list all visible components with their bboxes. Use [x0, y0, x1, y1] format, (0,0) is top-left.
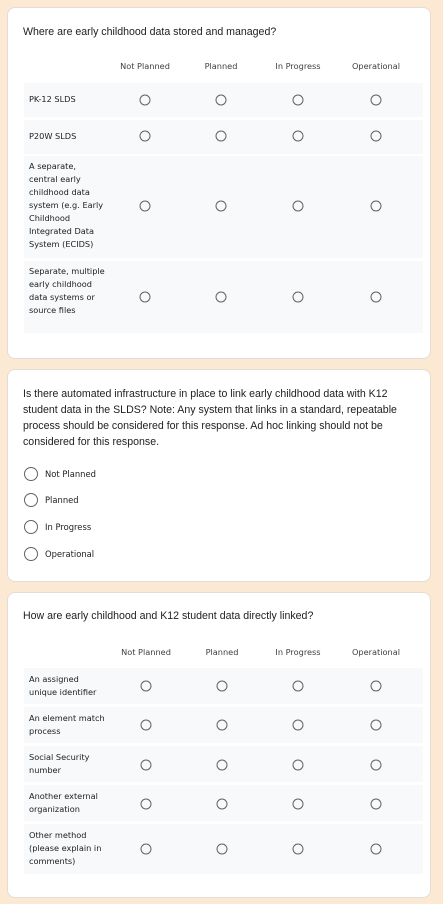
question-card-storage	[7, 7, 431, 359]
column-header: Not Planned	[120, 61, 170, 71]
radio-button[interactable]	[293, 844, 304, 855]
radio-button[interactable]	[24, 547, 38, 561]
question-card-infrastructure	[7, 369, 431, 582]
row-label: Another external organization	[29, 791, 98, 814]
column-header: Operational	[351, 647, 401, 657]
radio-button[interactable]	[141, 760, 152, 771]
option-planned[interactable]	[24, 492, 79, 508]
radio-button[interactable]	[141, 681, 152, 692]
radio-button[interactable]	[293, 760, 304, 771]
radio-button[interactable]	[217, 760, 228, 771]
option-label: In Progress	[45, 522, 92, 532]
row-label: An assigned unique identifier	[29, 674, 97, 697]
radio-button[interactable]	[293, 292, 304, 303]
radio-button[interactable]	[371, 201, 382, 212]
radio-button[interactable]	[216, 292, 227, 303]
row-label: Separate, multiple early childhood data systems or source files	[29, 266, 105, 315]
radio-button[interactable]	[371, 720, 382, 731]
option-not-planned[interactable]	[24, 466, 96, 482]
column-header: Planned	[204, 61, 238, 71]
radio-button[interactable]	[371, 844, 382, 855]
question-title: Where are early childhood data stored and managed?	[23, 26, 277, 38]
row-label: An element match process	[29, 713, 105, 736]
column-header: Planned	[205, 647, 239, 657]
radio-button[interactable]	[217, 799, 228, 810]
radio-button[interactable]	[371, 95, 382, 106]
radio-button[interactable]	[293, 681, 304, 692]
radio-button[interactable]	[217, 681, 228, 692]
radio-button[interactable]	[216, 131, 227, 142]
row-label: P20W SLDS	[29, 131, 77, 141]
question-title: Is there automated infrastructure in place to link early childhood data with K12 student data in the SLDS? Note: Any system that links in a standard, repeatable process should be considered for this response. Ad hoc linking should not be considered for this response.	[23, 388, 397, 448]
radio-button[interactable]	[293, 799, 304, 810]
option-label: Planned	[45, 495, 79, 505]
row-label: Other method (please explain in comments)	[29, 830, 102, 866]
radio-button[interactable]	[24, 467, 38, 481]
radio-button[interactable]	[216, 201, 227, 212]
row-label: PK-12 SLDS	[29, 94, 76, 104]
radio-button[interactable]	[217, 844, 228, 855]
radio-button[interactable]	[371, 131, 382, 142]
radio-button[interactable]	[217, 720, 228, 731]
radio-button[interactable]	[140, 201, 151, 212]
column-header: In Progress	[275, 61, 321, 71]
option-label: Not Planned	[45, 469, 96, 479]
radio-button[interactable]	[371, 681, 382, 692]
radio-button[interactable]	[24, 520, 38, 534]
radio-button[interactable]	[141, 720, 152, 731]
radio-button[interactable]	[371, 760, 382, 771]
radio-button[interactable]	[140, 95, 151, 106]
radio-button[interactable]	[24, 493, 38, 507]
question-title: How are early childhood and K12 student data directly linked?	[23, 610, 314, 622]
grid-header	[8, 647, 430, 661]
radio-button[interactable]	[293, 95, 304, 106]
radio-button[interactable]	[140, 131, 151, 142]
radio-button[interactable]	[141, 844, 152, 855]
column-header: In Progress	[275, 647, 321, 657]
radio-button[interactable]	[371, 799, 382, 810]
radio-button[interactable]	[141, 799, 152, 810]
row-label: Social Security number	[29, 752, 90, 775]
column-header: Operational	[351, 61, 401, 71]
radio-button[interactable]	[293, 201, 304, 212]
row-label: A separate, central early childhood data system (e.g. Early Childhood Integrated Data System (ECIDS)	[29, 161, 104, 249]
option-operational[interactable]	[24, 546, 94, 562]
option-label: Operational	[45, 549, 95, 559]
radio-button[interactable]	[216, 95, 227, 106]
grid-header	[8, 61, 430, 75]
radio-button[interactable]	[293, 720, 304, 731]
radio-button[interactable]	[371, 292, 382, 303]
radio-button[interactable]	[140, 292, 151, 303]
radio-button[interactable]	[293, 131, 304, 142]
option-in-progress[interactable]	[24, 519, 91, 535]
question-card-linking	[7, 592, 431, 898]
column-header: Not Planned	[121, 647, 171, 657]
